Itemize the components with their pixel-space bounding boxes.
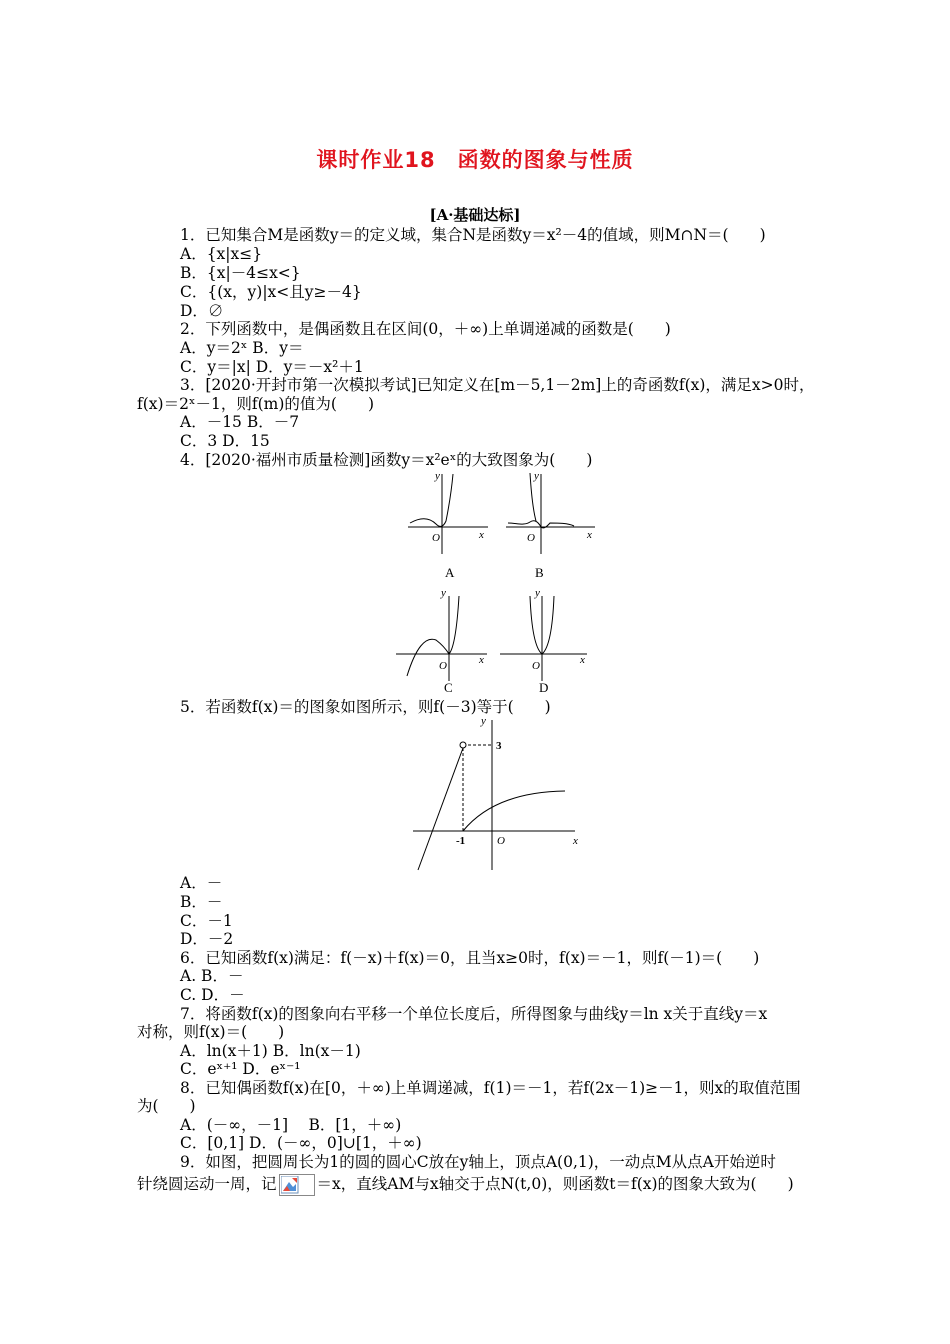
question-4: 4．[2020·福州市质量检测]函数y＝x²eˣ的大致图象为( ): [180, 451, 593, 469]
option-line: A．{x|x≤}: [180, 245, 263, 263]
question-8: 8．已知偶函数f(x)在[0，＋∞)上单调递减，f(1)＝－1，若f(2x－1)≥－1，则x的取值范围: [180, 1079, 801, 1097]
question-5: 5．若函数f(x)＝的图象如图所示，则f(－3)等于( ): [180, 698, 551, 716]
page-title: 课时作业18 函数的图象与性质: [316, 148, 634, 172]
question-5-figure: [405, 712, 590, 872]
question-3: 3．[2020·开封市第一次模拟考试]已知定义在[m－5,1－2m]上的奇函数f(x)，满足x>0时，: [180, 376, 815, 394]
question-3-cont: f(x)＝2ˣ－1，则f(m)的值为( ): [137, 395, 374, 413]
option-line: D．∅: [180, 302, 224, 320]
fig5-tick-minus-1: -1: [456, 835, 466, 847]
option-line: C．eˣ⁺¹ D．eˣ⁻¹: [180, 1060, 301, 1078]
fig5-origin: O: [497, 835, 505, 847]
question-2: 2．下列函数中，是偶函数且在区间(0，＋∞)上单调递减的函数是( ): [180, 320, 671, 338]
question-1: 1．已知集合M是函数y＝的定义域，集合N是函数y＝x²－4的值域，则M∩N＝( ): [180, 226, 766, 244]
option-line: A. B．－: [180, 967, 244, 985]
question-8-cont: 为( ): [137, 1097, 196, 1115]
fig5-y-label: y: [481, 715, 486, 727]
fig4-origin: O: [432, 532, 440, 544]
question-4-figure: [390, 466, 605, 698]
question-7-cont: 对称，则f(x)＝( ): [137, 1023, 285, 1041]
option-line: A．y＝2ˣ B．y＝: [180, 339, 304, 357]
fig5-tick-3: 3: [496, 740, 502, 752]
option-line: D．－2: [180, 930, 234, 948]
section-heading: [A·基础达标]: [429, 206, 521, 224]
fig4-y-label: y: [435, 470, 440, 482]
question-9: 9．如图，把圆周长为1的圆的圆心C放在y轴上，顶点A(0,1)，一动点M从点A开始逆时: [180, 1153, 776, 1171]
fig4-y-label: y: [535, 587, 540, 599]
fig4-origin: O: [439, 660, 447, 672]
fig4-x-label: x: [587, 529, 592, 541]
option-line: A．－15 B．－7: [180, 413, 300, 431]
question-7: 7．将函数f(x)的图象向右平移一个单位长度后，所得图象与曲线y＝ln x关于直线y＝x: [180, 1005, 768, 1023]
broken-image-icon: [279, 1174, 315, 1196]
fig5-x-label: x: [573, 835, 578, 847]
question-6: 6．已知函数f(x)满足：f(－x)＋f(x)＝0，且当x≥0时，f(x)＝－1，则f(－1)＝( ): [180, 949, 760, 967]
option-line: C．{(x，y)|x<且y≥－4}: [180, 283, 362, 301]
fig4-label-d: D: [539, 680, 549, 695]
option-line: B．－: [180, 893, 223, 911]
option-line: C．－1: [180, 912, 233, 930]
fig4-label-c: C: [444, 680, 453, 695]
question-9-text-a: 针绕圆运动一周，记: [137, 1175, 277, 1193]
fig4-origin: O: [532, 660, 540, 672]
option-line: C. D．－: [180, 986, 245, 1004]
option-line: B．{x|－4≤x<}: [180, 264, 301, 282]
option-line: A．ln(x＋1) B．ln(x－1): [180, 1042, 361, 1060]
option-line: A．(－∞，－1] B．[1，＋∞): [180, 1116, 402, 1134]
option-line: C．[0,1] D．(－∞，0]∪[1，＋∞): [180, 1134, 422, 1152]
question-9-cont: [137, 1174, 794, 1196]
fig4-y-label: y: [441, 587, 446, 599]
fig4-x-label: x: [479, 529, 484, 541]
question-9-text-b: ＝x，直线AM与x轴交于点N(t,0)，则函数t＝f(x)的图象大致为( ): [316, 1175, 794, 1193]
fig4-x-label: x: [580, 654, 585, 666]
fig4-x-label: x: [479, 654, 484, 666]
fig4-label-b: B: [535, 565, 544, 580]
option-line: C．y＝|x| D．y＝－x²＋1: [180, 358, 364, 376]
option-line: A．－: [180, 874, 223, 892]
fig4-label-a: A: [445, 565, 455, 580]
option-line: C．3 D．15: [180, 432, 270, 450]
fig4-y-label: y: [534, 470, 539, 482]
fig4-origin: O: [527, 532, 535, 544]
